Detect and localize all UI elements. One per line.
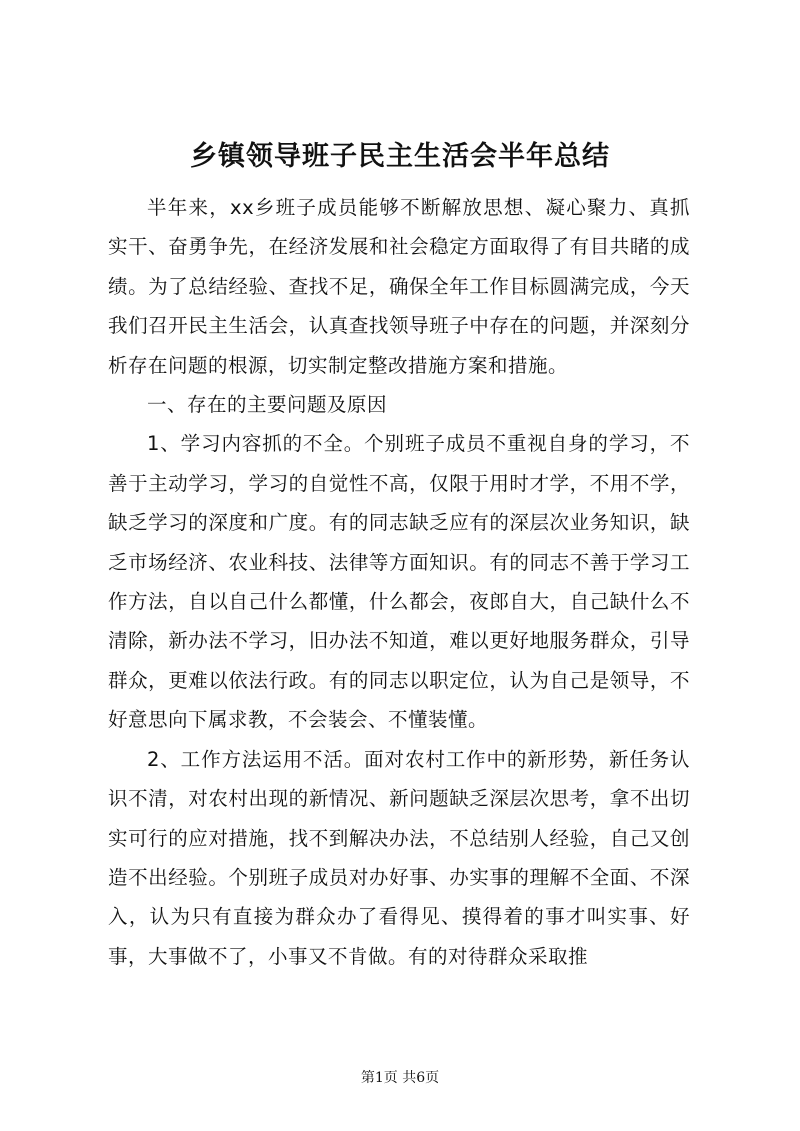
paragraph-intro: 半年来，xx乡班子成员能够不断解放思想、凝心聚力、真抓实干、奋勇争先，在经济发展和社会稳定方面取得了有目共睹的成绩。为了总结经验、查找不足，确保全年工作目标圆满完成，今天我们召开民主生活会，认真查找领导班子中存在的问题，并深刻分析存在问题的根源，切实制定整改措施方案和措施。 — [108, 196, 690, 377]
paragraph-item-2: 2、工作方法运用不活。面对农村工作中的新形势，新任务认识不清，对农村出现的新情况、新问题缺乏深层次思考，拿不出切实可行的应对措施，找不到解决办法，不总结别人经验，自己又创造不出经验。个别班子成员对办好事、办实事的理解不全面、不深入，认为只有直接为群众办了看得见、摸得着的事才叫实事、好事，大事做不了，小事又不肯做。有的对待群众采取推 — [108, 747, 690, 968]
document-body — [108, 188, 690, 976]
paragraph-item-1: 1、学习内容抓的不全。个别班子成员不重视自身的学习，不善于主动学习，学习的自觉性不高，仅限于用时才学，不用不学，缺乏学习的深度和广度。有的同志缺乏应有的深层次业务知识，缺乏市场经济、农业科技、法律等方面知识。有的同志不善于学习工作方法，自以自己什么都懂，什么都会，夜郎自大，自己缺什么不清除，新办法不学习，旧办法不知道，难以更好地服务群众，引导群众，更难以依法行政。有的同志以职定位，认为自己是领导，不好意思向下属求教，不会装会、不懂装懂。 — [108, 432, 690, 732]
section-heading: 一、存在的主要问题及原因 — [147, 393, 388, 417]
document-title: 乡镇领导班子民主生活会半年总结 — [190, 141, 610, 172]
page-number: 第1页 共6页 — [360, 1070, 440, 1086]
page-footer — [0, 1068, 800, 1088]
